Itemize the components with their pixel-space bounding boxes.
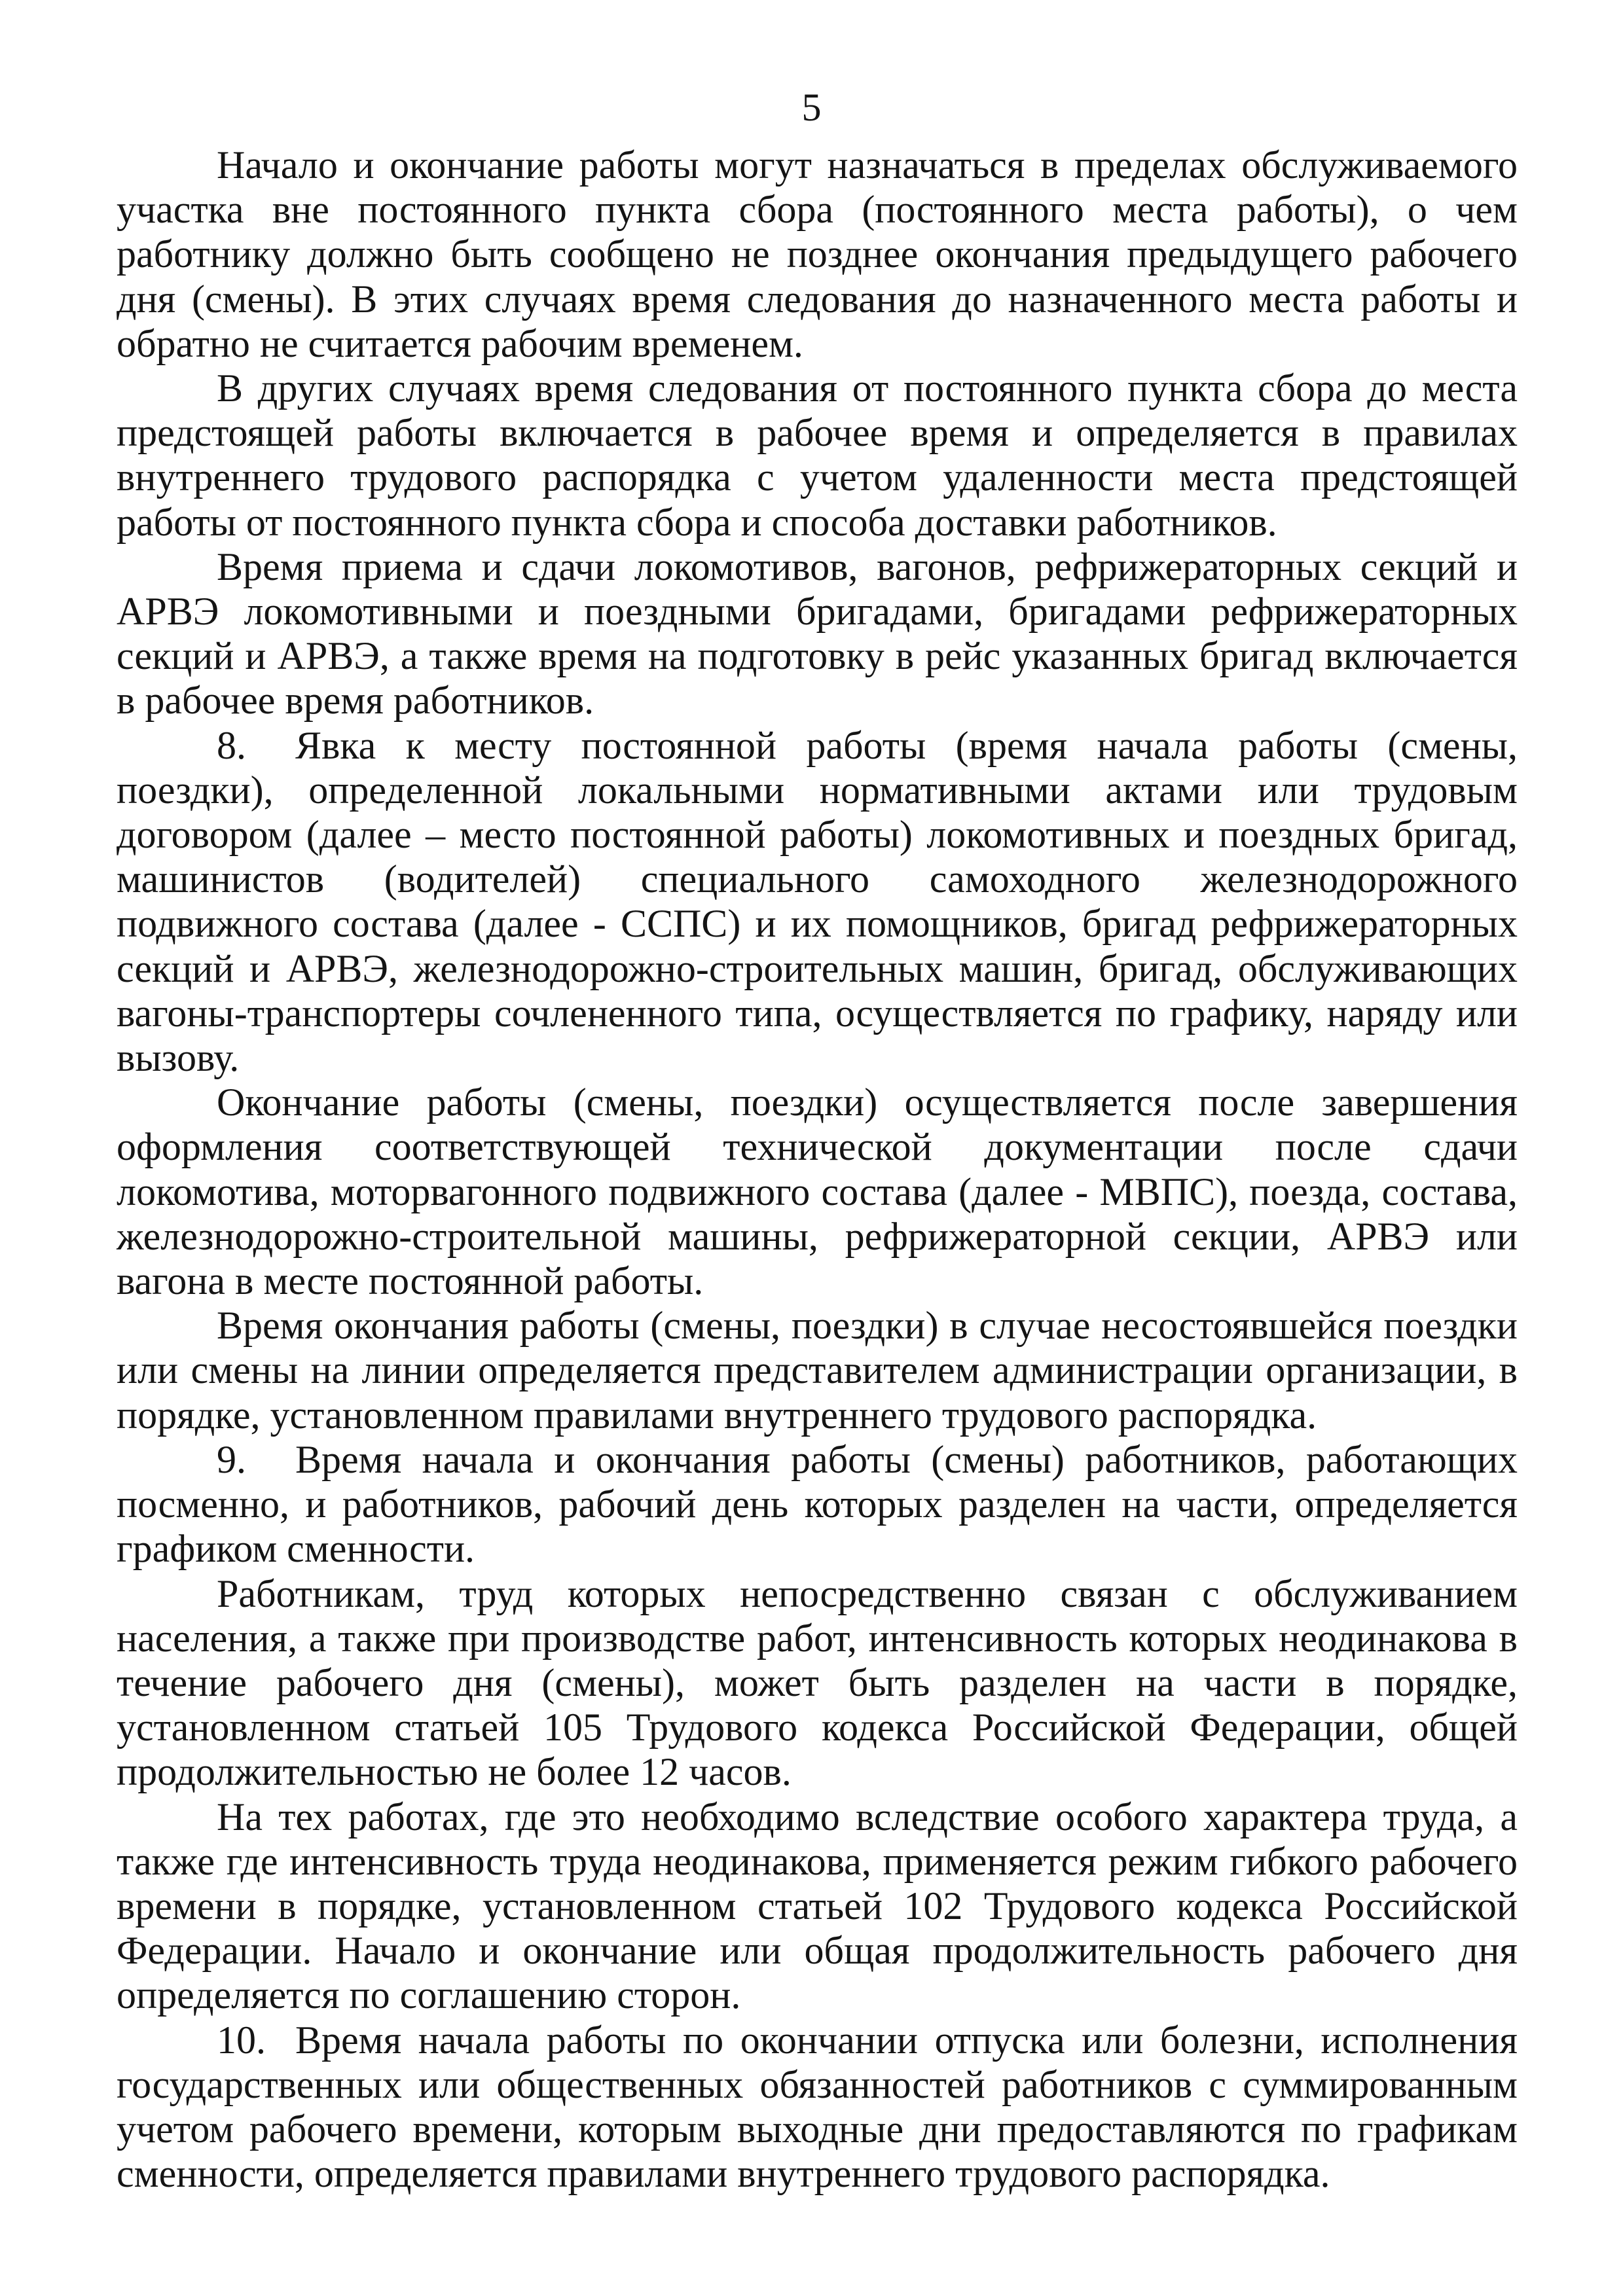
paragraph-5	[117, 1080, 1518, 1303]
paragraph-item-9	[117, 1437, 1518, 1571]
paragraph-item-8	[117, 723, 1518, 1081]
paragraph-3	[117, 545, 1518, 723]
paragraph-1	[117, 143, 1518, 366]
item-number: 10.	[217, 2018, 266, 2062]
paragraph-2	[117, 366, 1518, 545]
paragraph-6	[117, 1303, 1518, 1437]
item-number: 8.	[217, 723, 246, 767]
document-body	[117, 143, 1518, 2196]
paragraph-text: Время окончания работы (смены, поездки) в случае несостоявшейся поездки или смены на линии определяется представителем администрации организации, в порядке, установленном правилами внутреннего трудового распорядка.	[117, 1304, 1518, 1437]
paragraph-text: В других случаях время следования от постоянного пункта сбора до места предстоящей работы включается в рабочее время и определяется в правилах внутреннего трудового распорядка с учетом удаленности места предстоящей работы от постоянного пункта сбора и способа доставки работников.	[117, 367, 1518, 544]
paragraph-text: Явка к месту постоянной работы (время начала работы (смены, поездки), определенной локальными нормативными актами или трудовым договором (далее – место постоянной работы) локомотивных и поездных бригад, машинистов (водителей) специального самоходного железнодорожного подвижного состава (далее - ССПС) и их помощников, бригад рефрижераторных секций и АРВЭ, железнодорожно-строительных машин, бригад, обслуживающих вагоны-транспортеры сочлененного типа, осуществляется по графику, наряду или вызову.	[117, 723, 1518, 1080]
paragraph-9	[117, 1795, 1518, 2018]
paragraph-8	[117, 1571, 1518, 1795]
page-number: 5	[801, 86, 822, 129]
paragraph-item-10	[117, 2018, 1518, 2197]
paragraph-text: Окончание работы (смены, поездки) осуществляется после завершения оформления соответствующей технической документации после сдачи локомотива, моторвагонного подвижного состава (далее - МВПС), поезда, состава, железнодорожно-строительной машины, рефрижераторной секции, АРВЭ или вагона в месте постоянной работы.	[117, 1081, 1518, 1303]
paragraph-text: Начало и окончание работы могут назначаться в пределах обслуживаемого участка вне постоянного пункта сбора (постоянного места работы), о чем работнику должно быть сообщено не позднее окончания предыдущего рабочего дня (смены). В этих случаях время следования до назначенного места работы и обратно не считается рабочим временем.	[117, 143, 1518, 365]
paragraph-text: Время начала и окончания работы (смены) работников, работающих посменно, и работников, рабочий день которых разделен на части, определяется графиком сменности.	[117, 1437, 1518, 1571]
paragraph-text: Время приема и сдачи локомотивов, вагонов, рефрижераторных секций и АРВЭ локомотивными и поездными бригадами, бригадами рефрижераторных секций и АРВЭ, а также время на подготовку в рейс указанных бригад включается в рабочее время работников.	[117, 545, 1518, 723]
item-number: 9.	[217, 1437, 246, 1481]
paragraph-text: Работникам, труд которых непосредственно связан с обслуживанием населения, а также при производстве работ, интенсивность которых неодинакова в течение рабочего дня (смены), может быть разделен на части в порядке, установленном статьей 105 Трудового кодекса Российской Федерации, общей продолжительностью не более 12 часов.	[117, 1571, 1518, 1794]
paragraph-text: На тех работах, где это необходимо вследствие особого характера труда, а также где интенсивность труда неодинакова, применяется режим гибкого рабочего времени в порядке, установленном статьей 102 Трудового кодекса Российской Федерации. Начало и окончание или общая продолжительность рабочего дня определяется по соглашению сторон.	[117, 1795, 1518, 2017]
paragraph-text: Время начала работы по окончании отпуска или болезни, исполнения государственных или общественных обязанностей работников с суммированным учетом рабочего времени, которым выходные дни предоставляются по графикам сменности, определяется правилами внутреннего трудового распорядка.	[117, 2018, 1518, 2196]
